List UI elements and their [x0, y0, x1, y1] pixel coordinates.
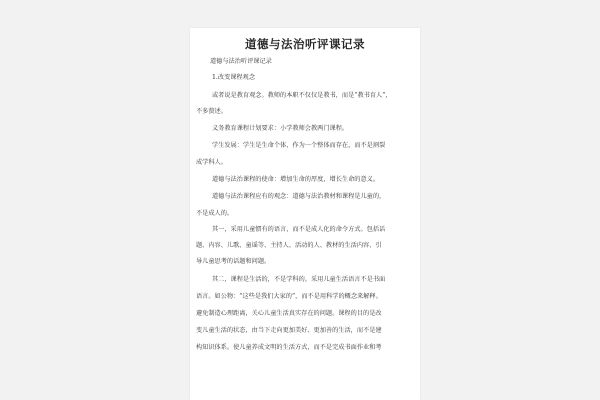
paragraph-line: 义务教育课程计划要求：小学教师会教两门课程。 [212, 125, 349, 132]
paragraph-line: 构知识体系。使儿童养成文明的生活方式，而不是完成书面作业和考 [196, 344, 382, 351]
paragraph-line: 道德与法治课程应有的观念：道德与法治教材和课程是儿童的， [212, 193, 386, 200]
paragraph-line: 其一，采用儿童惯有的语言，而不是成人化的命令方式。包括话 [212, 226, 386, 233]
document-page [190, 28, 420, 400]
paragraph-line: 避免制造心理距离，关心儿童生活真实存在的问题。课程的目的是改 [196, 310, 382, 317]
paragraph-line: 道德与法治课程的使命：增加生命的厚度，增长生命的意义。 [212, 176, 380, 183]
paragraph-line: 成学科人。 [196, 159, 227, 166]
subtitle-line: 道德与法治听评课记录 [210, 58, 272, 65]
paragraph-line: 学生发展：学生是生命个体，作为一个整体而存在，而不是割裂 [212, 142, 386, 149]
paragraph-line: 变儿童生活的状态，由当下走向更加美好、更加善的生活，而不是建 [196, 327, 382, 334]
paragraph-line: 语言。如公物：“这些是我们大家的”，而不是用科学的概念来解释。 [196, 293, 382, 300]
paragraph-line: 或者说是教育观念。教师的本职不仅仅是教书，而是“教书育人”， [212, 92, 392, 99]
paragraph-line: 其二，课程是生活的，不是学科的。采用儿童生活语言不是书面 [212, 276, 386, 283]
paragraph-line: 不是成人的。 [196, 210, 234, 217]
document-title: 道德与法治听评课记录 [245, 37, 365, 51]
paragraph-line: 题、内容、儿歌、童谣等、主持人、活动的人、教材的生活内容、引 [196, 242, 382, 249]
paragraph-line: 不多赘述。 [196, 108, 227, 115]
section-heading: 1.改变课程观念 [212, 74, 256, 81]
paragraph-line: 导儿童思考的话题和问题。 [196, 258, 271, 265]
